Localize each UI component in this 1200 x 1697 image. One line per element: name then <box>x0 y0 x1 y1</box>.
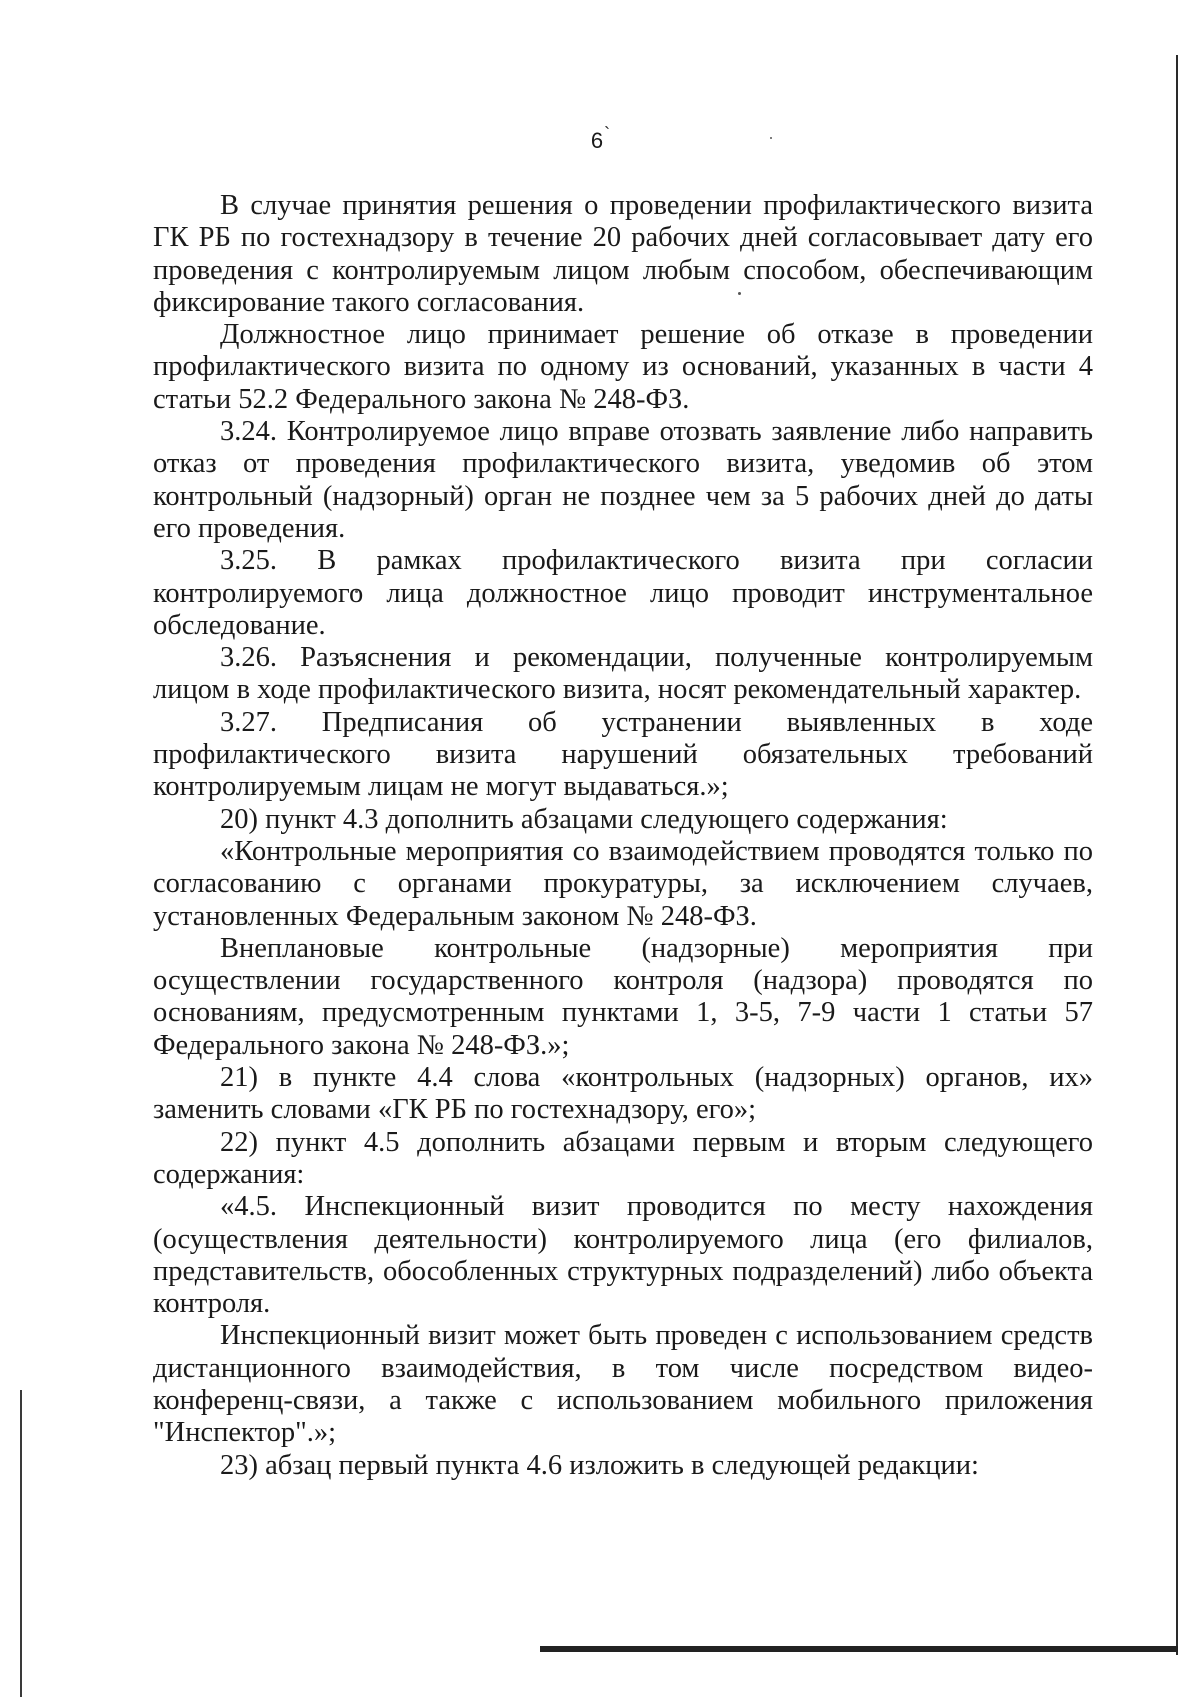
scan-edge-left <box>20 1390 22 1697</box>
scan-edge-right <box>1176 55 1178 1655</box>
paragraph: 3.25. В рамках профилактического визита при согласии контролируемого лица должностное лицо проводит инструментальное обследование. <box>153 545 1093 641</box>
paragraph: Должностное лицо принимает решение об отказе в проведении профилактического визита по одному из оснований, указанных в части 4 статьи 52.2 Федерального закона № 248-ФЗ. <box>153 319 1093 415</box>
page-number: 6` <box>590 124 611 153</box>
paragraph: 3.24. Контролируемое лицо вправе отозвать заявление либо направить отказ от проведения профилактического визита, уведомив об этом контрольный (надзорный) орган не позднее чем за 5 рабочих дней до даты его проведения. <box>153 416 1093 544</box>
paragraph: 23) абзац первый пункта 4.6 изложить в следующей редакции: <box>220 1449 979 1481</box>
paragraph: 3.27. Предписания об устранении выявленных в ходе профилактического визита нарушений обязательных требований контролируемым лицам не могут выдаваться.»; <box>153 706 1093 803</box>
paragraph: В случае принятия решения о проведении профилактического визита ГК РБ по гостехнадзору в течение 20 рабочих дней согласовывает дату его проведения с контролируемым лицом любым способом, обеспечивающим фиксирование такого согласования. <box>153 190 1093 318</box>
paragraph: 21) в пункте 4.4 слова «контрольных (надзорных) органов, их» заменить словами «ГК РБ по гостехнадзору, его»; <box>153 1062 1093 1126</box>
paragraph: «Контрольные мероприятия со взаимодействием проводятся только по согласованию с органами прокуратуры, за исключением случаев, установленных Федеральным законом № 248-ФЗ. <box>153 835 1093 932</box>
document-body <box>153 190 1093 1482</box>
paragraph: Внеплановые контрольные (надзорные) мероприятия при осуществлении государственного контроля (надзора) проводятся по основаниям, предусмотренным пунктами 1, 3-5, 7-9 части 1 статьи 57 Федерального закона № 248-ФЗ.»; <box>153 932 1093 1061</box>
paragraph: 20) пункт 4.3 дополнить абзацами следующего содержания: <box>220 803 948 835</box>
page-number-mark: ` <box>604 124 611 144</box>
paragraph: Инспекционный визит может быть проведен с использованием средств дистанционного взаимодействия, в том числе посредством видео-конференц-связи, а также с использованием мобильного приложения "Инспектор".»; <box>153 1320 1093 1449</box>
paragraph: 22) пункт 4.5 дополнить абзацами первым и вторым следующего содержания: <box>153 1126 1093 1190</box>
paragraph: 3.26. Разъяснения и рекомендации, полученные контролируемым лицом в ходе профилактического визита, носят рекомендательный характер. <box>153 642 1093 706</box>
paragraph: «4.5. Инспекционный визит проводится по месту нахождения (осуществления деятельности) контролируемого лица (его филиалов, представительств, обособленных структурных подразделений) либо объекта контроля. <box>153 1191 1093 1320</box>
scan-edge-bottom <box>540 1646 1178 1652</box>
